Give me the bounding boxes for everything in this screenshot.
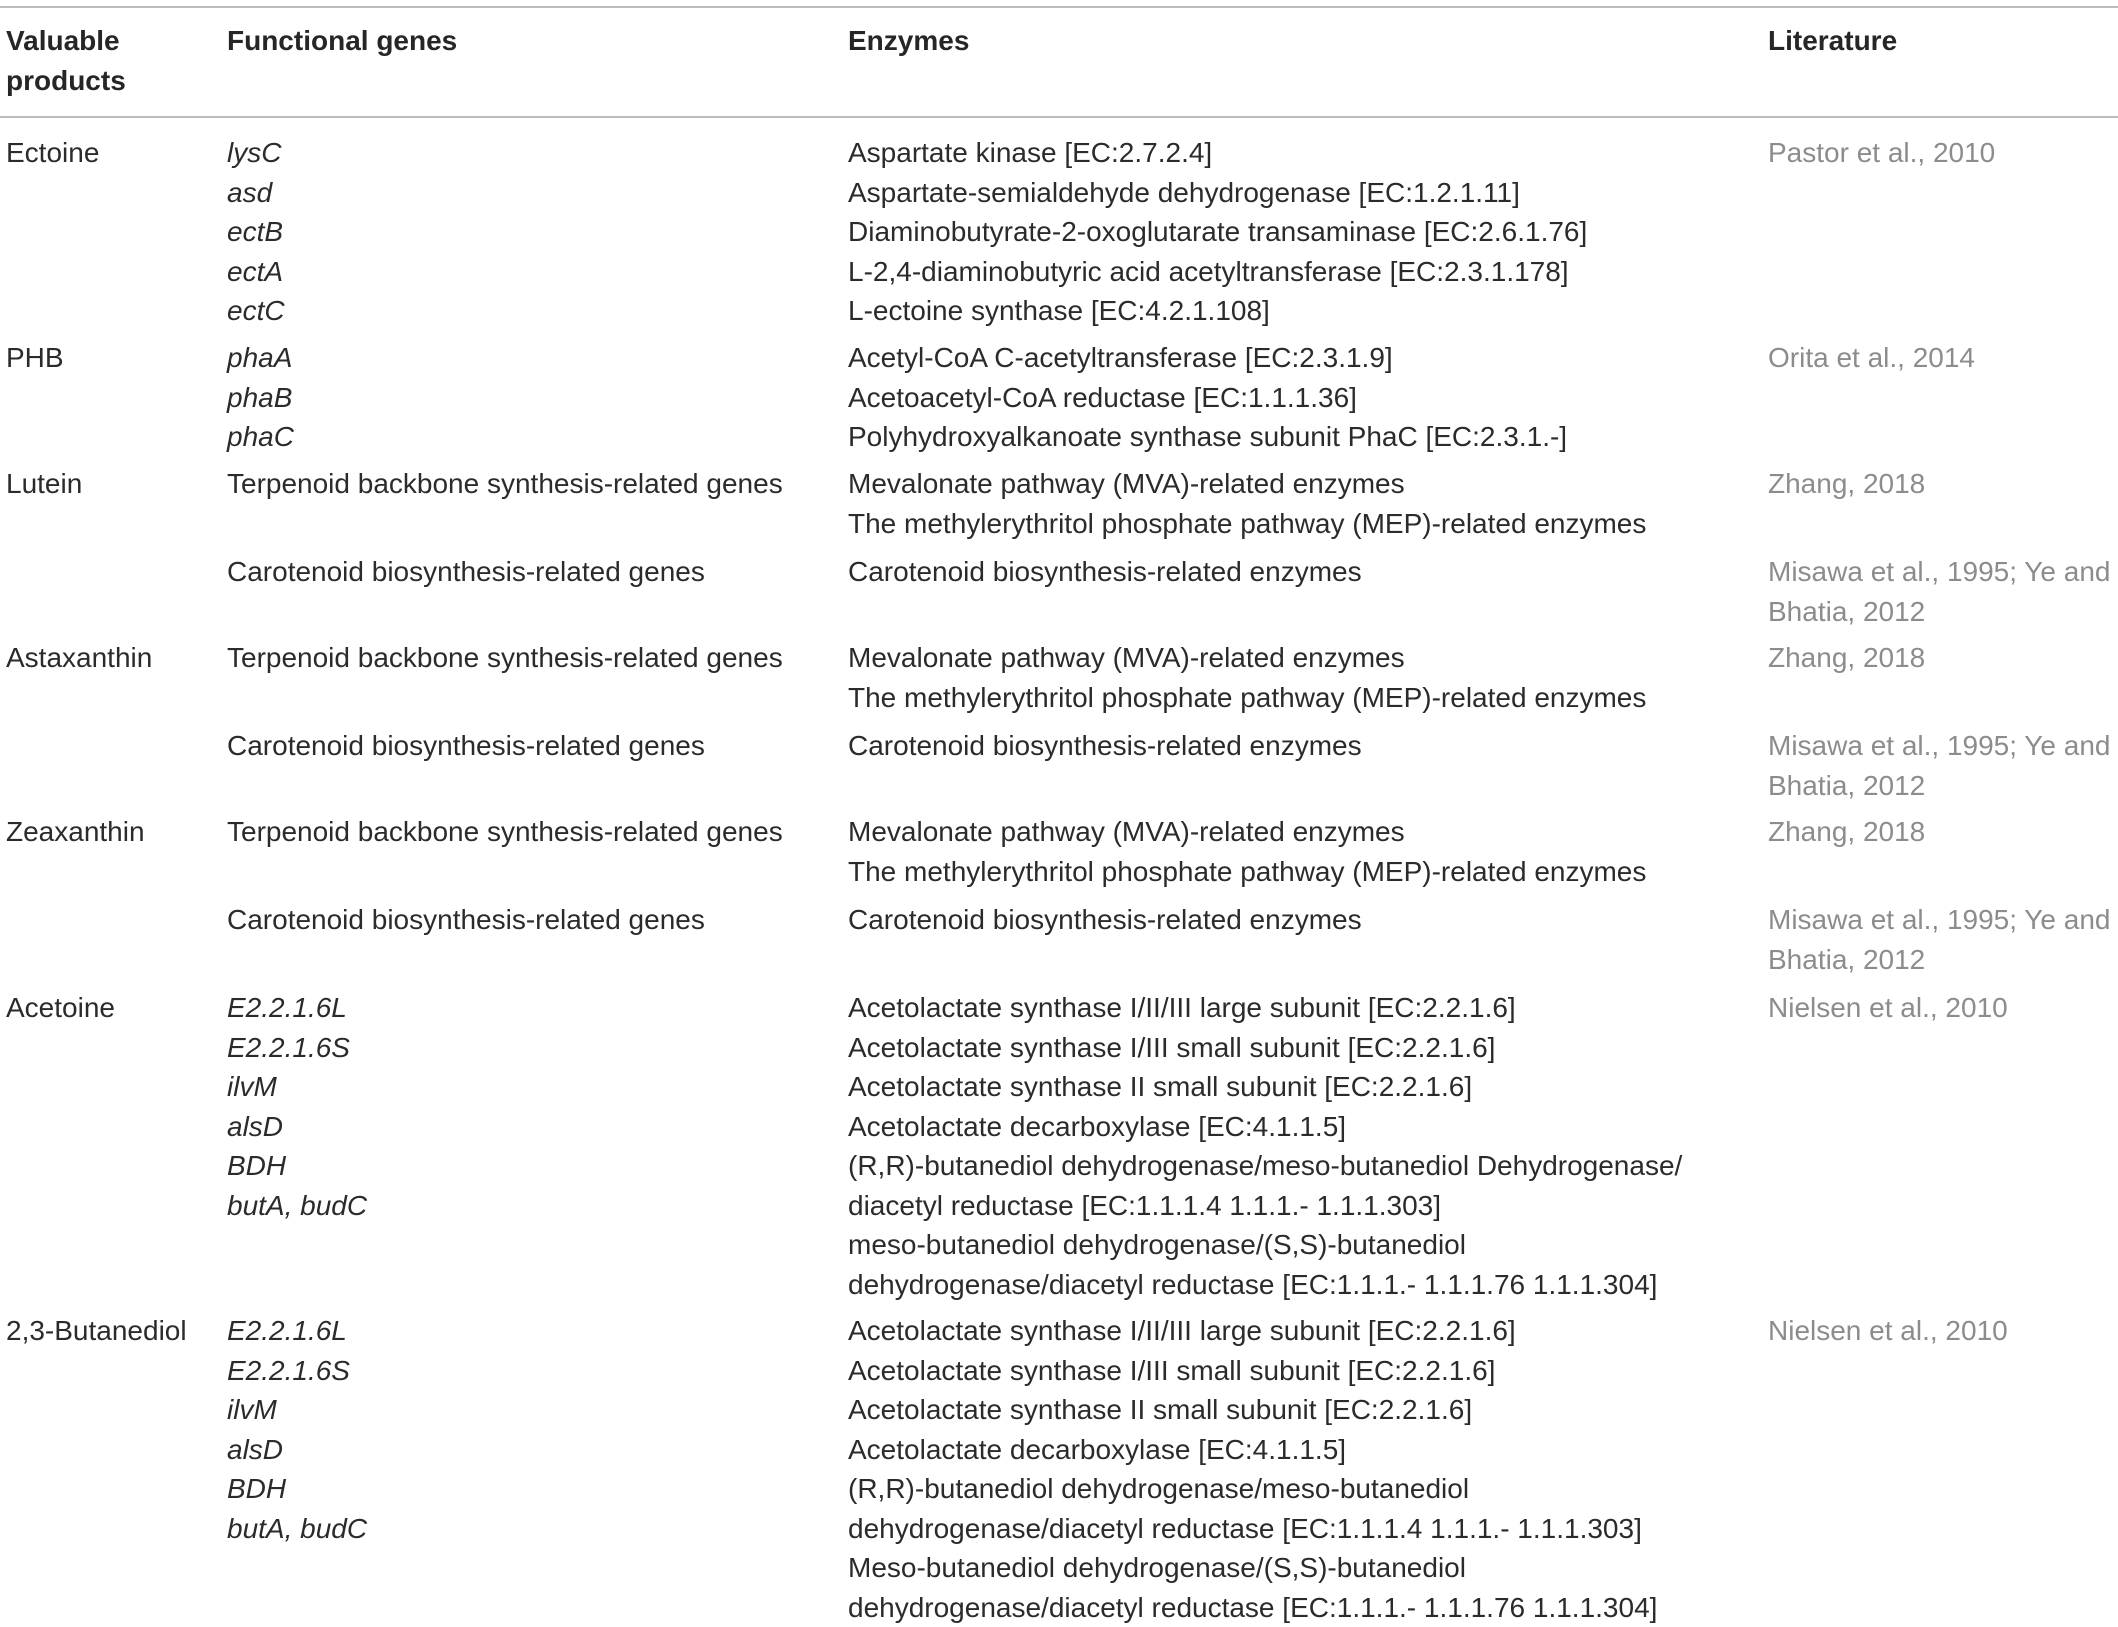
enzyme-line: Mevalonate pathway (MVA)-related enzymes <box>848 812 1646 852</box>
gene-line: Terpenoid backbone synthesis-related genes <box>227 464 783 504</box>
enzyme-line: dehydrogenase/diacetyl reductase [EC:1.1.1.- 1.1.1.76 1.1.1.304] <box>848 1265 1682 1305</box>
literature-cell <box>1768 338 1975 378</box>
gene-line: alsD <box>227 1107 367 1147</box>
literature-cell <box>1768 988 2008 1028</box>
header-valuable-products <box>6 21 126 101</box>
gene-line: Carotenoid biosynthesis-related genes <box>227 552 705 592</box>
literature-line: Misawa et al., 1995; Ye and <box>1768 726 2110 766</box>
literature-line: Bhatia, 2012 <box>1768 940 2110 980</box>
product-cell: 2,3-Butanediol <box>6 1311 187 1351</box>
enzyme-line: Aspartate kinase [EC:2.7.2.4] <box>848 133 1587 173</box>
enzyme-line: Carotenoid biosynthesis-related enzymes <box>848 900 1362 940</box>
enzyme-line: (R,R)-butanediol dehydrogenase/meso-butanediol Dehydrogenase/ <box>848 1146 1682 1186</box>
gene-line: E2.2.1.6S <box>227 1028 367 1068</box>
gene-line: ilvM <box>227 1390 367 1430</box>
gene-line: ectB <box>227 212 285 252</box>
genes-cell <box>227 338 294 457</box>
gene-line: BDH <box>227 1146 367 1186</box>
enzyme-line: dehydrogenase/diacetyl reductase [EC:1.1.1.4 1.1.1.- 1.1.1.303] <box>848 1509 1657 1549</box>
literature-cell <box>1768 726 2110 805</box>
gene-line: lysC <box>227 133 285 173</box>
product-cell: Ectoine <box>6 133 99 173</box>
enzymes-cell <box>848 133 1587 331</box>
literature-line: Orita et al., 2014 <box>1768 338 1975 378</box>
gene-line: Terpenoid backbone synthesis-related genes <box>227 638 783 678</box>
enzyme-line: (R,R)-butanediol dehydrogenase/meso-butanediol <box>848 1469 1657 1509</box>
enzyme-line: L-2,4-diaminobutyric acid acetyltransferase [EC:2.3.1.178] <box>848 252 1587 292</box>
literature-line: Pastor et al., 2010 <box>1768 133 1995 173</box>
enzymes-cell <box>848 900 1362 940</box>
gene-line: ilvM <box>227 1067 367 1107</box>
enzymes-cell <box>848 338 1567 457</box>
gene-line: phaA <box>227 338 294 378</box>
gene-line: BDH <box>227 1469 367 1509</box>
gene-line: E2.2.1.6L <box>227 1311 367 1351</box>
gene-line: E2.2.1.6S <box>227 1351 367 1391</box>
product-cell: PHB <box>6 338 64 378</box>
gene-line: Terpenoid backbone synthesis-related genes <box>227 812 783 852</box>
enzyme-line: The methylerythritol phosphate pathway (MEP)-related enzymes <box>848 678 1646 718</box>
gene-line: Carotenoid biosynthesis-related genes <box>227 900 705 940</box>
gene-line: Carotenoid biosynthesis-related genes <box>227 726 705 766</box>
enzyme-line: Acetolactate synthase II small subunit [EC:2.2.1.6] <box>848 1067 1682 1107</box>
literature-cell <box>1768 812 1925 852</box>
literature-line: Misawa et al., 1995; Ye and <box>1768 552 2110 592</box>
product-cell: Astaxanthin <box>6 638 152 678</box>
gene-line: phaC <box>227 417 294 457</box>
gene-line: E2.2.1.6L <box>227 988 367 1028</box>
enzyme-line: Acetolactate decarboxylase [EC:4.1.1.5] <box>848 1430 1657 1470</box>
header-literature: Literature <box>1768 21 1897 61</box>
enzyme-line: Carotenoid biosynthesis-related enzymes <box>848 726 1362 766</box>
enzyme-line: The methylerythritol phosphate pathway (MEP)-related enzymes <box>848 852 1646 892</box>
enzyme-line: dehydrogenase/diacetyl reductase [EC:1.1.1.- 1.1.1.76 1.1.1.304] <box>848 1588 1657 1627</box>
enzyme-line: Polyhydroxyalkanoate synthase subunit PhaC [EC:2.3.1.-] <box>848 417 1567 457</box>
enzyme-line: Acetolactate synthase I/II/III large subunit [EC:2.2.1.6] <box>848 1311 1657 1351</box>
enzyme-line: Acetolactate synthase I/III small subunit [EC:2.2.1.6] <box>848 1351 1657 1391</box>
enzyme-line: Aspartate-semialdehyde dehydrogenase [EC:1.2.1.11] <box>848 173 1587 213</box>
enzyme-line: Acetolactate decarboxylase [EC:4.1.1.5] <box>848 1107 1682 1147</box>
header-functional-genes: Functional genes <box>227 21 457 61</box>
header-enzymes: Enzymes <box>848 21 969 61</box>
genes-cell <box>227 133 285 331</box>
gene-line: alsD <box>227 1430 367 1470</box>
enzyme-line: Meso-butanediol dehydrogenase/(S,S)-butanediol <box>848 1548 1657 1588</box>
header-product-line2: products <box>6 61 126 101</box>
enzymes-cell <box>848 726 1362 766</box>
enzyme-line: diacetyl reductase [EC:1.1.1.4 1.1.1.- 1.1.1.303] <box>848 1186 1682 1226</box>
enzyme-line: meso-butanediol dehydrogenase/(S,S)-butanediol <box>848 1225 1682 1265</box>
genes-cell <box>227 638 783 678</box>
enzyme-line: Acetolactate synthase I/III small subunit [EC:2.2.1.6] <box>848 1028 1682 1068</box>
product-cell: Lutein <box>6 464 82 504</box>
genes-cell <box>227 988 367 1225</box>
enzymes-cell <box>848 812 1646 891</box>
literature-cell <box>1768 900 2110 979</box>
enzyme-line: Mevalonate pathway (MVA)-related enzymes <box>848 638 1646 678</box>
gene-line: ectC <box>227 291 285 331</box>
enzyme-line: Acetolactate synthase I/II/III large subunit [EC:2.2.1.6] <box>848 988 1682 1028</box>
genes-cell <box>227 1311 367 1548</box>
literature-cell <box>1768 133 1995 173</box>
product-cell: Acetoine <box>6 988 115 1028</box>
enzymes-cell <box>848 464 1646 543</box>
enzyme-line: Mevalonate pathway (MVA)-related enzymes <box>848 464 1646 504</box>
enzyme-line: L-ectoine synthase [EC:4.2.1.108] <box>848 291 1587 331</box>
genes-cell <box>227 464 783 504</box>
header-product-line1: Valuable <box>6 21 126 61</box>
enzyme-line: Acetolactate synthase II small subunit [EC:2.2.1.6] <box>848 1390 1657 1430</box>
enzymes-cell <box>848 552 1362 592</box>
gene-line: ectA <box>227 252 285 292</box>
literature-line: Bhatia, 2012 <box>1768 592 2110 632</box>
literature-cell <box>1768 552 2110 631</box>
literature-line: Nielsen et al., 2010 <box>1768 988 2008 1028</box>
gene-line: butA, budC <box>227 1509 367 1549</box>
enzyme-line: Acetyl-CoA C-acetyltransferase [EC:2.3.1.9] <box>848 338 1567 378</box>
header-bottom-rule <box>0 116 2118 118</box>
literature-cell <box>1768 1311 2008 1351</box>
literature-line: Zhang, 2018 <box>1768 638 1925 678</box>
enzyme-line: Diaminobutyrate-2-oxoglutarate transaminase [EC:2.6.1.76] <box>848 212 1587 252</box>
genes-cell <box>227 900 705 940</box>
enzyme-line: Acetoacetyl-CoA reductase [EC:1.1.1.36] <box>848 378 1567 418</box>
gene-line: butA, budC <box>227 1186 367 1226</box>
literature-line: Nielsen et al., 2010 <box>1768 1311 2008 1351</box>
enzymes-cell <box>848 988 1682 1304</box>
literature-line: Misawa et al., 1995; Ye and <box>1768 900 2110 940</box>
enzyme-line: The methylerythritol phosphate pathway (MEP)-related enzymes <box>848 504 1646 544</box>
table-top-rule <box>0 6 2118 8</box>
literature-cell <box>1768 638 1925 678</box>
literature-line: Zhang, 2018 <box>1768 812 1925 852</box>
enzymes-cell <box>848 638 1646 717</box>
genes-cell <box>227 812 783 852</box>
product-cell: Zeaxanthin <box>6 812 145 852</box>
gene-line: phaB <box>227 378 294 418</box>
literature-line: Bhatia, 2012 <box>1768 766 2110 806</box>
gene-line: asd <box>227 173 285 213</box>
enzymes-cell <box>848 1311 1657 1627</box>
literature-line: Zhang, 2018 <box>1768 464 1925 504</box>
literature-cell <box>1768 464 1925 504</box>
enzyme-line: Carotenoid biosynthesis-related enzymes <box>848 552 1362 592</box>
genes-cell <box>227 552 705 592</box>
genes-cell <box>227 726 705 766</box>
